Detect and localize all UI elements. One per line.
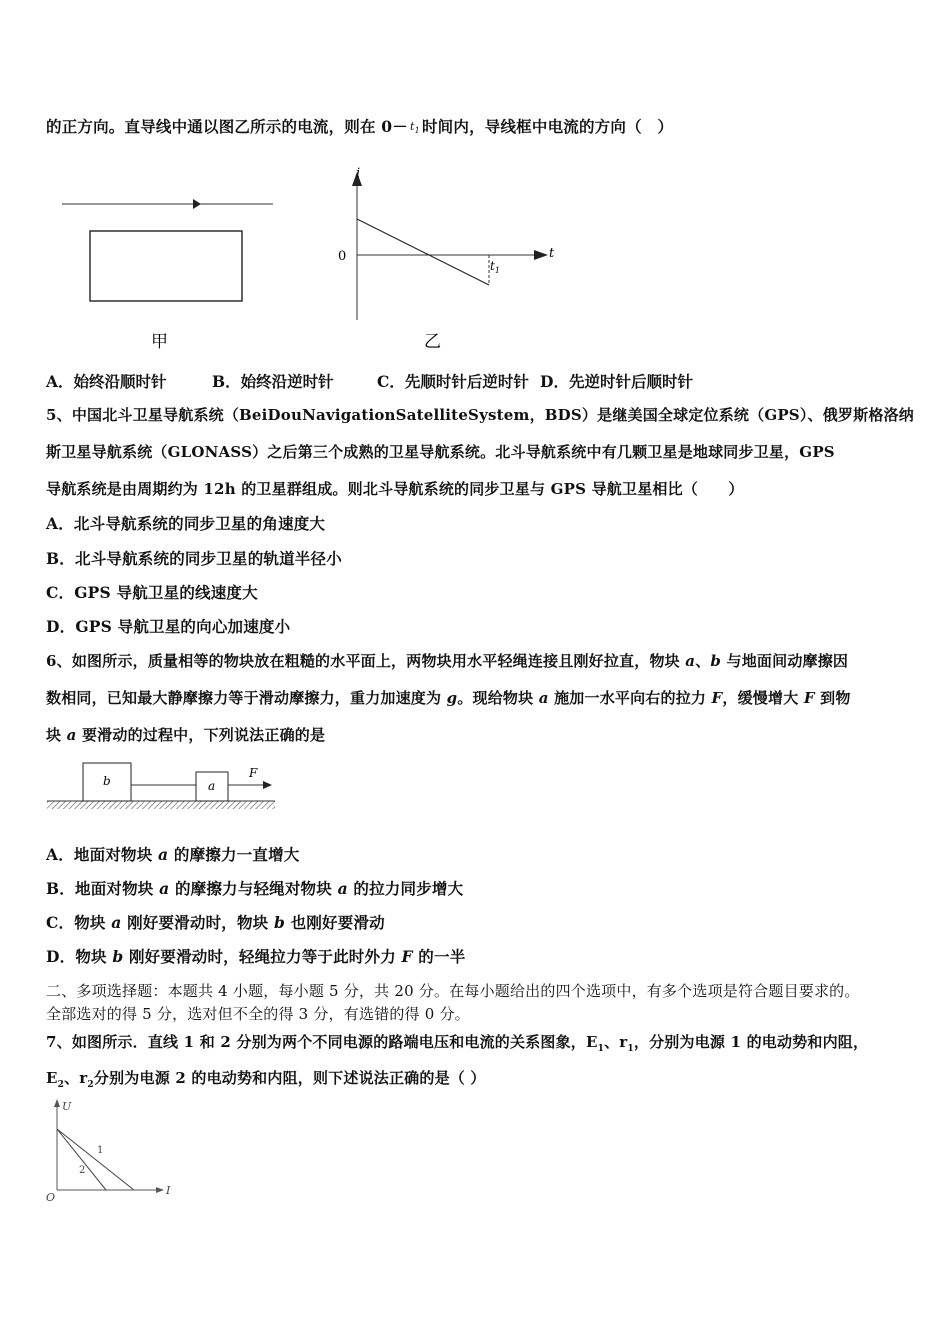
q4-figure-jia [55,190,285,355]
u-axis-label: U [62,1100,72,1113]
q5-option-c[interactable]: C．GPS 导航卫星的线速度大 [46,583,258,602]
q5-stem-line1: 5、中国北斗卫星导航系统（BeiDouNavigationSatelliteSystem，BDS）是继美国全球定位系统（GPS）、俄罗斯格洛纳 [46,406,914,424]
force-arrow-icon [263,781,272,789]
section2-line2: 全部选对的得 5 分，选对但不全的得 3 分，有选错的得 0 分。 [46,1005,470,1023]
q6-stem-line1: 6、如图所示，质量相等的物块放在粗糙的水平面上，两物块用水平轻绳连接且刚好拉直，物块 a、b 与地面间动摩擦因 [46,652,849,670]
t-axis-arrow-icon [534,250,548,260]
ground-surface [47,801,275,809]
q7-stem-line2: $E_2$、$r_2$分别为电源 2 的电动势和内阻，则下述说法正确的是（ ） [46,1069,486,1090]
q4-figure-yi [330,160,570,355]
origin-label: O [46,1191,56,1204]
q4-option-a[interactable]: A．始终沿顺时针 [46,372,167,391]
fig-jia-caption: 甲 [151,332,168,352]
q6-option-d[interactable]: D．物块 b 刚好要滑动时，轻绳拉力等于此时外力 F 的一半 [46,947,466,966]
q5-stem-line3: 导航系统是由周期约为 12h 的卫星群组成。则北斗导航系统的同步卫星与 GPS 导航卫星相比（ ） [46,480,744,498]
force-label: F [249,766,258,780]
t1-label: $t_1$ [490,259,500,275]
graph-line-2 [57,1129,106,1190]
q6-option-b[interactable]: B．地面对物块 a 的摩擦力与轻绳对物块 a 的拉力同步增大 [46,879,464,898]
i-axis-label: I [166,1184,171,1197]
q6-figure [46,758,286,818]
fig-yi-caption: 乙 [424,332,441,352]
q5-option-d[interactable]: D．GPS 导航卫星的向心加速度小 [46,617,291,636]
q5-stem-line2: 斯卫星导航系统（GLONASS）之后第三个成熟的卫星导航系统。北斗导航系统中有几颗卫星是地球同步卫星，GPS [46,443,835,461]
line-2-label: 2 [79,1165,86,1176]
current-graph-line [357,219,489,285]
q4-stem-part1: 的正方向。直导线中通以图乙所示的电流，则在 0－ [46,117,408,136]
i-axis-label: i [356,166,361,181]
q5-option-b[interactable]: B．北斗导航系统的同步卫星的轨道半径小 [46,549,342,568]
q4-stem-part2: 时间内，导线框中电流的方向（ ） [421,117,674,136]
q6-option-c[interactable]: C．物块 a 刚好要滑动时，物块 b 也刚好要滑动 [46,913,385,932]
origin-label: 0 [338,249,347,264]
q4-stem [46,115,673,137]
q7-figure [42,1095,182,1207]
block-b-label: b [103,774,111,788]
block-a-label: a [208,779,216,793]
current-arrow-icon [193,199,201,209]
i-axis-arrow-icon [156,1187,164,1193]
graph-line-1 [57,1129,134,1190]
q4-stem-t1: $t_1$ [409,120,420,136]
q4-option-b[interactable]: B．始终沿逆时针 [212,372,334,391]
q7-stem-line1: 7、如图所示．直线 1 和 2 分别为两个不同电源的路端电压和电流的关系图象，$E_1$、$r_1$，分别为电源 1 的电动势和内阻， [46,1033,869,1054]
section2-line1: 二、多项选择题：本题共 4 小题，每小题 5 分，共 20 分。在每小题给出的四个选项中，有多个选项是符合题目要求的。 [46,982,860,1000]
q4-option-d[interactable]: D．先逆时针后顺时针 [540,372,693,391]
q6-stem-line2: 数相同，已知最大静摩擦力等于滑动摩擦力，重力加速度为 g。现给物块 a 施加一水平向右的拉力 F，缓慢增大 F 到物 [46,689,851,707]
line-1-label: 1 [97,1145,104,1156]
q6-stem-line3: 块 a 要滑动的过程中，下列说法正确的是 [46,726,326,744]
q5-option-a[interactable]: A．北斗导航系统的同步卫星的角速度大 [46,514,326,533]
t-axis-label: t [549,246,555,261]
q6-option-a[interactable]: A．地面对物块 a 的摩擦力一直增大 [46,845,300,864]
q4-option-c[interactable]: C．先顺时针后逆时针 [377,372,529,391]
u-axis-arrow-icon [54,1099,60,1107]
wire-frame [90,231,242,301]
